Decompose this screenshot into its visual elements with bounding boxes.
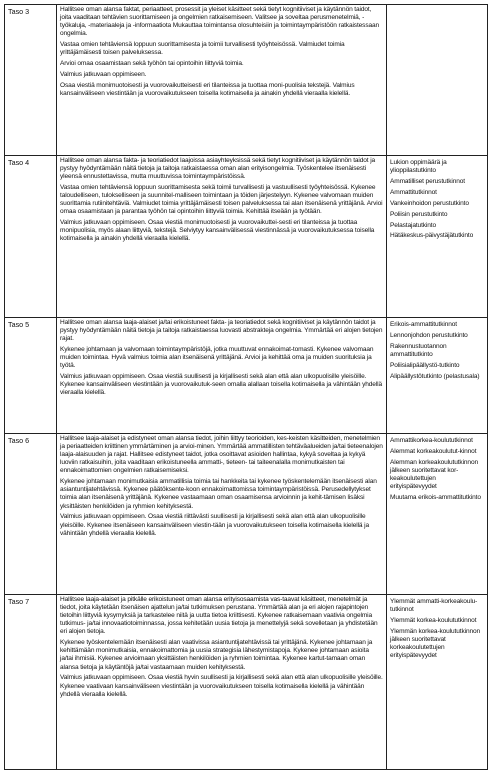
qualifications-cell xyxy=(387,595,488,770)
qualification-item: Hätäkeskus-päivystäjätutkinto xyxy=(390,232,474,240)
qualification-item: Ylemmän korkea-koulututkinnon jälkeen suoritettavat korkeakoulutettujen erityispätevyydet xyxy=(390,627,481,660)
level-label: Taso 5 xyxy=(8,320,30,329)
description-paragraph: Arvioi omaa osaamistaan sekä työhön tai opintoihin liittyviä toimia. xyxy=(60,60,244,68)
table-row xyxy=(5,156,488,318)
description-paragraph: Kykenee työskentelemään itsenäisesti alan vaativissa asiantuntijatehtävissä tai yrittäjänä. Kykenee johtamaan ja kehittämään monimutkaisia, ennakoimattomia ja uusia strategisia lähestymistapoja. Kykenee johtamaan asioita ja/tai ihmisiä. Kykenee arvioimaan yksittäisten henkilöiden ja ryhmien toimintaa. Kykenee kartut-tamaan oman alansa tietoja ja käytäntöjä ja/tai vastaamaan muiden kehityksestä. xyxy=(60,639,373,671)
qualifications-cell xyxy=(387,318,488,434)
level-cell xyxy=(5,434,57,595)
qualification-item: Vankeinhoidon perustutkinto xyxy=(390,199,469,207)
qualification-item: Ylemmät ammatti-korkeakoulu-tutkinnot xyxy=(390,598,478,614)
description-paragraph: Vastaa omien tehtäviensä loppuun suorittamisesta sekä toimii turvallisesti ja vastuullisesti työyhteisössä. Kykenee taloudelliseen, tulokselliseen ja suunnitel-malliseen toimintaan ja töiden järjestelyyn. Kykenee valvomaan muiden suorittamia rutiinitehtäviä. Valmiudet toimia yrittäjämäisesti toisen palveluksessa tai alan itsenäisenä yrittäjänä. Arvioi omaa osaamistaan ja parantaa työhön tai opintoihin liittyviä toimia. Kehittää itseään ja työtään. xyxy=(60,184,383,216)
description-paragraph: Kykenee johtamaan monimutkaisia ammatillisia toimia tai hankkeita tai kykenee työskentelemään itsenäisesti alan asiantuntijatehtävissä. Kykenee päätöksente-koon ennakoimattomissa toimintaympäristöissä. Perusedellytykset toimia alan itsenäisenä yrittäjänä. Kykenee vastaamaan oman osaamisensa arvioinnin ja kehit-tämisen lisäksi yksittäisten henkilöiden ja ryhmien kehityksestä. xyxy=(60,478,377,510)
table-row xyxy=(5,595,488,770)
qualification-item: Muutama erikois-ammattitutkinto xyxy=(390,493,481,501)
description-paragraph: Hallitsee oman alansa fakta- ja teoriatiedot laajoissa asiayhteyksissä sekä tietyt kognitiiviset ja käytännön taidot ja pystyy hyödyntämään näitä tietoja ja taitoja ratkaistaessa oman alan erityisongelmia. Työskentelee itsenäisesti yleensä ennustettavissa, mutta muuttuvissa toimintaympäristöissä. xyxy=(60,157,376,181)
qualification-item: Erikois-ammattitutkinnot xyxy=(390,321,457,328)
description-paragraph: Hallitsee laaja-alaiset ja edistyneet oman alansa tiedot, joihin liittyy teorioiden, kes-keisten käsitteiden, menetelmien ja periaatteiden kriittinen ymmärtäminen ja arvioi-minen. Ymmärtää ammatillisten tehtäväalueiden ja/tai tieteenalojen laaja-alaisuuden ja rajat. Hallitsee edistyneet taidot, jotka osoittavat asioiden hallintaa, kykyä soveltaa ja kykyä luoviin ratkaisuihin, joita vaaditaan erikoistuneella ammatti-, tieteen- tai taiteenalalla monimutkaisten tai ennakoimattomien ongelmien ratkaisemiseksi. xyxy=(60,435,383,475)
table-row xyxy=(5,5,488,156)
description-cell xyxy=(57,156,387,318)
qualification-item: Lukion oppimäärä ja ylioppilastutkinto xyxy=(390,159,447,175)
qualification-item: Ammattikorkea-koulututkinnot xyxy=(390,437,473,444)
level-cell xyxy=(5,318,57,434)
description-paragraph: Hallitsee oman alansa faktat, periaatteet, prosessit ja yleiset käsitteet sekä tietyt kognitiiviset ja käytännön taidot, joita vaaditaan tehtävien suorittamiseen ja ongelmien ratkaisemiseen. Valitsee ja soveltaa perusmenetelmiä, -työkaluja, -materiaaleja ja -informaatiota Mukauttaa toimintansa olosuhteisiin ja toimintaympäristöön ratkaistessaan ongelmia. xyxy=(60,6,380,38)
description-paragraph: Valmius jatkuvaan oppimiseen. Osaa viestiä monimuotoisesti ja vuorovaikuttei-sesti eri tilanteissa ja tuottaa monipuolisia, myös alaan liittyviä, tekstejä. Selviytyy kansainvälisessä viestinnässä ja vuorovaikutuksessa toisella kotimaisella ja ainakin yhdellä vieraalla kielellä. xyxy=(60,219,375,243)
description-cell xyxy=(57,434,387,595)
description-paragraph: Hallitsee laaja-alaiset ja pitkälle erikoistuneet oman alansa erityisosaamista vas-taavat käsitteet, menetelmät ja tiedot, joita käytetään itsenäisen ajattelun ja/tai tutkimuksen perustana. Ymmärtää alan ja eri alojen rajapintojen tietoihin liittyviä kysymyksiä ja tarkastelee niitä ja uutta tietoa kriittisesti. Kykenee ratkaisemaan vaativia ongelmia tutkimus- ja/tai innovaatiotoiminnassa, jossa kehitetään uusia tietoja ja menettelyjä sekä sovelletaan ja yhdistetään eri alojen tietoja. xyxy=(60,596,378,636)
level-cell xyxy=(5,595,57,770)
qualification-item: Pelastajatutkinto xyxy=(390,221,437,229)
table-row xyxy=(5,318,488,434)
level-cell xyxy=(5,5,57,156)
qualifications-framework-table xyxy=(4,4,488,770)
qualifications-cell xyxy=(387,434,488,595)
qualification-item: Ammattitutkinnot xyxy=(390,188,437,196)
description-cell xyxy=(57,318,387,434)
qualifications-cell xyxy=(387,5,488,156)
description-paragraph: Valmius jatkuvaan oppimiseen. Osaa viestiä suullisesti ja kirjallisesti sekä alan että alan ulkopuolisille yleisöille. Kykenee kansainväliseen viestintään ja vuorovaikutuk-seen omalla alallaan toisella kotimaisella ja vähintään yhdellä vieraalla kielellä. xyxy=(60,373,382,397)
description-paragraph: Valmius jatkuvaan oppimiseen. Osaa viestiä riittävästi suullisesti ja kirjallisesti sekä alan että alan ulkopuolisille yleisöille. Kykenee itsenäiseen kansainväliseen viestin-tään ja vuorovaikutukseen toisella kotimaisella kielellä ja vähintään yhdellä vieraalla kielellä. xyxy=(60,513,369,537)
qualification-item: Lennonjohdon perustutkinto xyxy=(390,331,468,339)
level-label: Taso 4 xyxy=(8,158,30,167)
qualification-item: Poliisin perustutkinto xyxy=(390,210,448,218)
level-label: Taso 6 xyxy=(8,436,30,445)
qualification-item: Poliisialipäällystö-tutkinto xyxy=(390,361,460,369)
qualification-item: Ammatilliset perustutkinnot xyxy=(390,177,465,185)
level-label: Taso 3 xyxy=(8,7,30,16)
description-cell xyxy=(57,595,387,770)
description-paragraph: Hallitsee oman alansa laaja-alaiset ja/tai erikoistuneet fakta- ja teoriatiedot sekä kognitiiviset ja käytännön taidot ja pystyy hyödyntämään näitä tietoja ja taitoja ratkaistaessa luovasti abstrakteja ongelmia. Ymmärtää eri alojen tietojen rajat. xyxy=(60,319,383,343)
description-cell xyxy=(57,5,387,156)
qualification-item: Ylemmät korkea-koulututkinnot xyxy=(390,616,477,624)
level-cell xyxy=(5,156,57,318)
level-label: Taso 7 xyxy=(8,597,30,606)
description-paragraph: Kykenee johtamaan ja valvomaan toimintaympäristöjä, jotka muuttuvat ennakoimat-tomasti. Kykenee valvomaan muiden toimintaa. Hyvä valmius toimia alan itsenäisenä yrittäjänä. Arvioi ja kehittää oma ja muiden suorituksia ja työtä. xyxy=(60,346,374,370)
description-paragraph: Valmius jatkuvaan oppimiseen. xyxy=(60,71,147,79)
qualification-item: Alemmat korkeakoulutut-kinnot xyxy=(390,447,477,455)
qualifications-cell xyxy=(387,156,488,318)
qualification-item: Rakennustuotannon ammattitutkinto xyxy=(390,342,447,358)
table-row xyxy=(5,434,488,595)
description-paragraph: Osaa viestiä monimuotoisesti ja vuorovaikutteisesti eri tilanteissa ja tuottaa moni-puolisia tekstejä. Valmius kansainväliseen viestintään ja vuorovaikutukseen toisella kotimaisella ja ainakin yhdellä vieraalla kielellä. xyxy=(60,81,355,98)
description-paragraph: Vastaa omien tehtäviensä loppuun suorittamisesta ja toimii turvallisesti työyhteisössä. Valmiudet toimia yrittäjämäisesti toisen palveluksessa. xyxy=(60,41,345,57)
qualification-item: Alemman korkeakoulututkinnon jälkeen suoritettavat kor-keakoulutettujen erityispätevyydet xyxy=(390,458,478,491)
description-paragraph: Valmius jatkuvaan oppimiseen. Osaa viestiä hyvin suullisesti ja kirjallisesti sekä alan että alan ulkopuolisille yleisöille. Kykenee vaativaan kansainväliseen viestintään ja vuorovaikutukseen toisella kotimaisella kielellä ja vähintään yhdellä vieraalla kielellä. xyxy=(60,674,383,698)
qualification-item: Alipäällystötutkinto (pelastusala) xyxy=(390,372,480,380)
